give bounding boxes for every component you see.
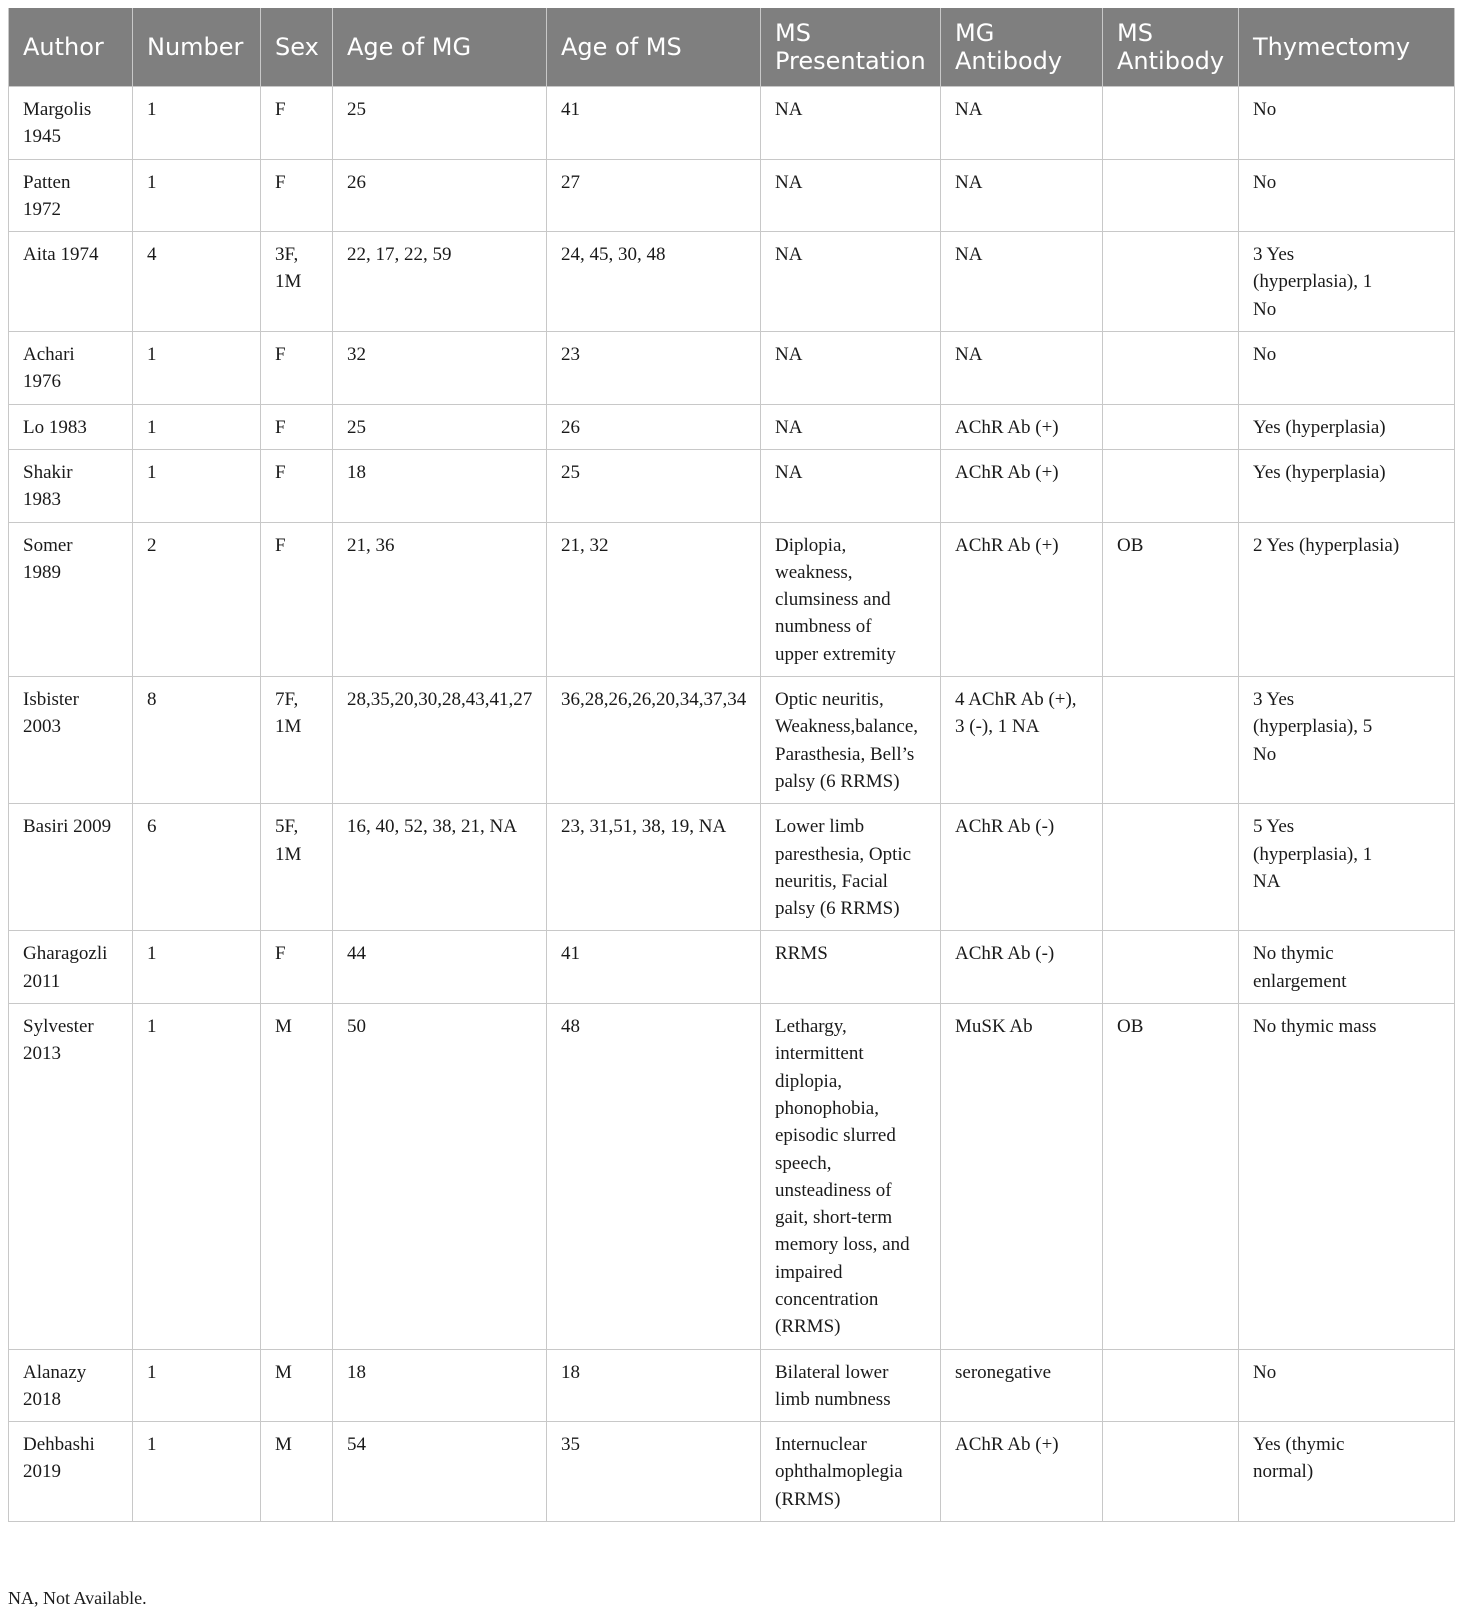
cell-number: 1 [133,87,261,160]
cell-number: 1 [133,1004,261,1350]
cell-age-of-mg: 44 [333,931,547,1004]
cell-number: 1 [133,1349,261,1422]
cell-number: 1 [133,159,261,232]
cell-ms-antibody [1103,87,1239,160]
cell-author: Aita 1974 [9,232,133,332]
cell-thymectomy: Yes (hyperplasia) [1239,449,1455,522]
cell-ms-presentation: NA [761,332,941,405]
cell-ms-presentation: NA [761,404,941,449]
cell-ms-antibody [1103,804,1239,931]
table-footnote: NA, Not Available. [8,1588,147,1608]
cell-age-of-ms: 35 [547,1422,761,1522]
cell-age-of-ms: 25 [547,449,761,522]
cell-author: Alanazy 2018 [9,1349,133,1422]
cell-sex: F [261,931,333,1004]
cell-mg-antibody: 4 AChR Ab (+), 3 (-), 1 NA [941,677,1103,804]
cell-sex: 7F, 1M [261,677,333,804]
cell-ms-antibody: OB [1103,522,1239,676]
cell-thymectomy: No thymic enlargement [1239,931,1455,1004]
cell-age-of-mg: 16, 40, 52, 38, 21, NA [333,804,547,931]
cell-mg-antibody: NA [941,332,1103,405]
cell-age-of-ms: 21, 32 [547,522,761,676]
table-row [9,1349,1455,1422]
cell-mg-antibody: AChR Ab (+) [941,449,1103,522]
cell-age-of-mg: 50 [333,1004,547,1350]
col-header-age-of-mg: Age of MG [333,8,547,87]
cell-sex: F [261,449,333,522]
cell-age-of-ms: 36,28,26,26,20,34,37,34 [547,677,761,804]
cell-age-of-ms: 41 [547,931,761,1004]
cell-number: 1 [133,449,261,522]
cell-number: 1 [133,404,261,449]
cell-ms-antibody [1103,1349,1239,1422]
cell-thymectomy: No [1239,1349,1455,1422]
cell-ms-presentation: Bilateral lower limb numbness [761,1349,941,1422]
cell-number: 1 [133,332,261,405]
cell-ms-antibody [1103,332,1239,405]
cell-mg-antibody: MuSK Ab [941,1004,1103,1350]
table-header [9,8,1455,87]
cell-ms-presentation: Diplopia, weakness, clumsiness and numbness of upper extremity [761,522,941,676]
cell-mg-antibody: AChR Ab (+) [941,404,1103,449]
cell-number: 4 [133,232,261,332]
cell-age-of-mg: 25 [333,404,547,449]
cell-sex: M [261,1422,333,1522]
cell-sex: F [261,404,333,449]
cell-age-of-ms: 41 [547,87,761,160]
cell-author: Gharagozli 2011 [9,931,133,1004]
cell-age-of-mg: 54 [333,1422,547,1522]
cell-ms-antibody [1103,1422,1239,1522]
table-row [9,332,1455,405]
cell-thymectomy: 5 Yes (hyperplasia), 1 NA [1239,804,1455,931]
cell-thymectomy: 2 Yes (hyperplasia) [1239,522,1455,676]
cell-author: Sylvester 2013 [9,1004,133,1350]
cell-author: Lo 1983 [9,404,133,449]
cell-author: Basiri 2009 [9,804,133,931]
cell-thymectomy: 3 Yes (hyperplasia), 1 No [1239,232,1455,332]
cell-age-of-mg: 22, 17, 22, 59 [333,232,547,332]
cell-ms-antibody [1103,232,1239,332]
cell-age-of-ms: 23, 31,51, 38, 19, NA [547,804,761,931]
table-row [9,931,1455,1004]
cell-mg-antibody: AChR Ab (-) [941,804,1103,931]
header-row [9,8,1455,87]
cell-ms-antibody [1103,404,1239,449]
cell-age-of-mg: 18 [333,449,547,522]
cell-age-of-ms: 26 [547,404,761,449]
cell-number: 1 [133,1422,261,1522]
cell-sex: F [261,522,333,676]
cell-author: Somer 1989 [9,522,133,676]
cell-sex: M [261,1349,333,1422]
table-row [9,1422,1455,1522]
cell-age-of-ms: 18 [547,1349,761,1422]
cell-number: 2 [133,522,261,676]
cell-ms-presentation: Lethargy, intermittent diplopia, phonophobia, episodic slurred speech, unsteadiness of gait, short-term memory loss, and impaired concentration (RRMS) [761,1004,941,1350]
cell-age-of-ms: 24, 45, 30, 48 [547,232,761,332]
cell-mg-antibody: AChR Ab (+) [941,522,1103,676]
cell-number: 6 [133,804,261,931]
col-header-sex: Sex [261,8,333,87]
cell-thymectomy: No [1239,332,1455,405]
cell-thymectomy: No [1239,159,1455,232]
cell-mg-antibody: NA [941,159,1103,232]
table-row [9,87,1455,160]
table-row [9,232,1455,332]
table-row [9,1004,1455,1350]
cell-sex: F [261,159,333,232]
col-header-age-of-ms: Age of MS [547,8,761,87]
cell-sex: 3F, 1M [261,232,333,332]
cell-ms-antibody [1103,931,1239,1004]
cell-ms-antibody [1103,677,1239,804]
table-row [9,804,1455,931]
cell-age-of-mg: 26 [333,159,547,232]
cell-author: Achari 1976 [9,332,133,405]
cell-age-of-ms: 27 [547,159,761,232]
cell-mg-antibody: seronegative [941,1349,1103,1422]
cell-ms-presentation: Optic neuritis, Weakness,balance, Parasthesia, Bell’s palsy (6 RRMS) [761,677,941,804]
cell-thymectomy: Yes (hyperplasia) [1239,404,1455,449]
cell-mg-antibody: AChR Ab (+) [941,1422,1103,1522]
cell-ms-presentation: Internuclear ophthalmoplegia (RRMS) [761,1422,941,1522]
cell-thymectomy: No [1239,87,1455,160]
cell-age-of-ms: 48 [547,1004,761,1350]
table-body [9,87,1455,1522]
literature-table [8,8,1455,1522]
cell-age-of-mg: 21, 36 [333,522,547,676]
cell-author: Shakir 1983 [9,449,133,522]
col-header-ms-presentation: MS Presentation [761,8,941,87]
col-header-author: Author [9,8,133,87]
table-row [9,449,1455,522]
cell-ms-presentation: RRMS [761,931,941,1004]
cell-sex: 5F, 1M [261,804,333,931]
cell-ms-antibody [1103,449,1239,522]
cell-mg-antibody: NA [941,87,1103,160]
cell-sex: M [261,1004,333,1350]
cell-ms-presentation: NA [761,159,941,232]
cell-thymectomy: Yes (thymic normal) [1239,1422,1455,1522]
cell-number: 8 [133,677,261,804]
cell-mg-antibody: AChR Ab (-) [941,931,1103,1004]
cell-sex: F [261,87,333,160]
cell-author: Margolis 1945 [9,87,133,160]
cell-thymectomy: No thymic mass [1239,1004,1455,1350]
cell-mg-antibody: NA [941,232,1103,332]
cell-ms-presentation: NA [761,449,941,522]
cell-author: Isbister 2003 [9,677,133,804]
col-header-mg-antibody: MG Antibody [941,8,1103,87]
cell-author: Dehbashi 2019 [9,1422,133,1522]
cell-age-of-mg: 18 [333,1349,547,1422]
table-row [9,404,1455,449]
table-row [9,677,1455,804]
cell-ms-antibody: OB [1103,1004,1239,1350]
col-header-ms-antibody: MS Antibody [1103,8,1239,87]
cell-ms-antibody [1103,159,1239,232]
cell-age-of-mg: 25 [333,87,547,160]
cell-ms-presentation: Lower limb paresthesia, Optic neuritis, Facial palsy (6 RRMS) [761,804,941,931]
table-row [9,159,1455,232]
cell-thymectomy: 3 Yes (hyperplasia), 5 No [1239,677,1455,804]
cell-ms-presentation: NA [761,87,941,160]
cell-number: 1 [133,931,261,1004]
cell-age-of-ms: 23 [547,332,761,405]
col-header-thymectomy: Thymectomy [1239,8,1455,87]
cell-sex: F [261,332,333,405]
col-header-number: Number [133,8,261,87]
cell-author: Patten 1972 [9,159,133,232]
table-row [9,522,1455,676]
cell-age-of-mg: 32 [333,332,547,405]
cell-ms-presentation: NA [761,232,941,332]
cell-age-of-mg: 28,35,20,30,28,43,41,27 [333,677,547,804]
